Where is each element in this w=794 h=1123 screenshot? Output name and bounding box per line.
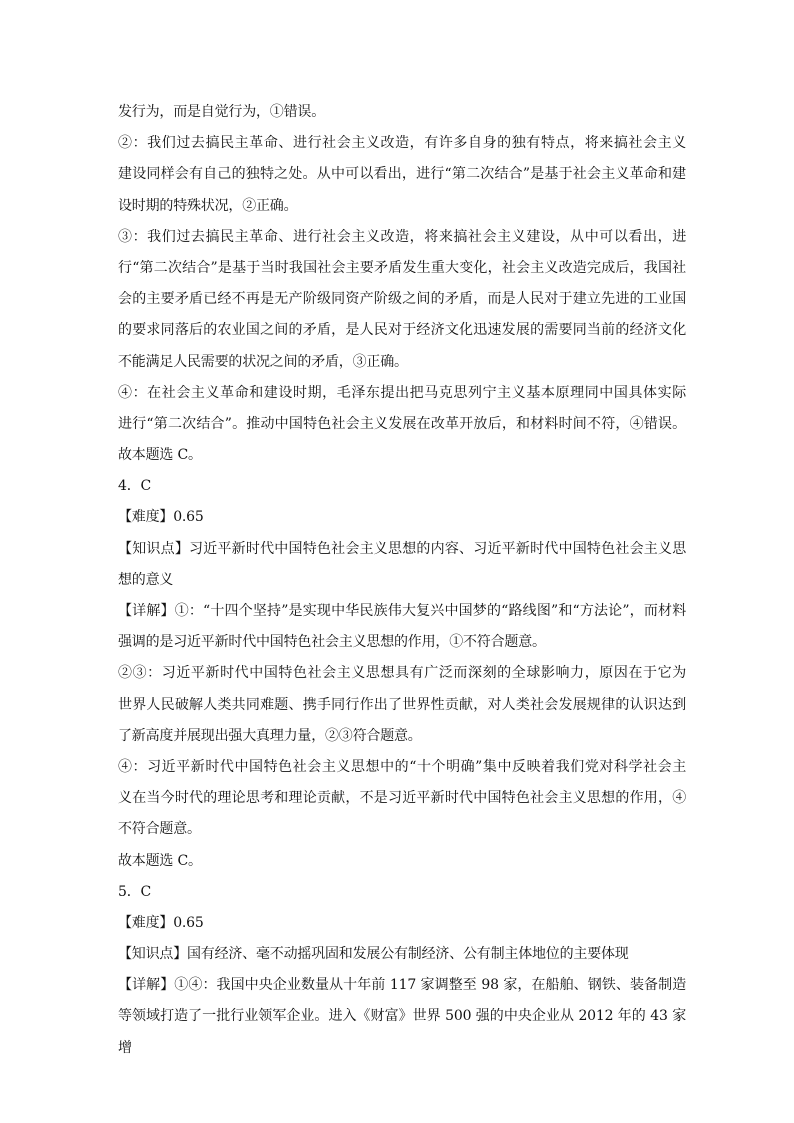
text-line: 建设同样会有自己的独特之处。从中可以看出，进行“第二次结合”是基于社会主义革命和建 [118,166,686,183]
text-line: ②③：习近平新时代中国特色社会主义思想具有广泛而深刻的全球影响力，原因在于它为 [118,665,686,682]
text-line: 不符合题意。 [118,821,201,838]
text-line: 不能满足人民需要的状况之间的矛盾，③正确。 [118,353,408,370]
text-line: 【难度】0.65 [118,914,204,931]
text-line: 【知识点】习近平新时代中国特色社会主义思想的内容、习近平新时代中国特色社会主义思 [118,540,686,557]
text-line: 【详解】①：“十四个坚持”是实现中华民族伟大复兴中国梦的“路线图”和“方法论”，而材料 [118,603,686,619]
text-line: 会的主要矛盾已经不再是无产阶级同资产阶级之间的矛盾，而是人民对于建立先进的工业国 [118,291,686,308]
text-line: ④：在社会主义革命和建设时期，毛泽东提出把马克思列宁主义基本原理同中国具体实际 [118,384,686,401]
text-line: 强调的是习近平新时代中国特色社会主义思想的作用，①不符合题意。 [118,634,546,651]
text-line: 5．C [118,883,152,900]
text-line: ④：习近平新时代中国特色社会主义思想中的“十个明确”集中反映着我们党对科学社会主 [118,758,686,775]
text-line: 故本题选 C。 [118,852,202,869]
text-line: 等领域打造了一批行业领军企业。进入《财富》世界 500 强的中央企业从 2012 年的 43 家增 [118,1008,686,1056]
text-line: 4．C [118,478,152,495]
text-line: 【详解】①④：我国中央企业数量从十年前 117 家调整至 98 家，在船舶、钢铁、装备制造 [118,977,686,994]
text-line: ②：我们过去搞民主革命、进行社会主义改造，有许多自身的独有特点，将来搞社会主义 [118,135,686,152]
text-line: 义在当今时代的理论思考和理论贡献，不是习近平新时代中国特色社会主义思想的作用，④ [118,790,686,807]
text-line: 行“第二次结合”是基于当时我国社会主要矛盾发生重大变化，社会主义改造完成后，我国社 [118,259,686,276]
text-line: 故本题选 C。 [118,447,202,464]
text-line: 的要求同落后的农业国之间的矛盾，是人民对于经济文化迅速发展的需要同当前的经济文化 [118,322,686,339]
text-line: 了新高度并展现出强大真理力量，②③符合题意。 [118,727,422,744]
text-line: 【知识点】国有经济、毫不动摇巩固和发展公有制经济、公有制主体地位的主要体现 [118,946,629,963]
text-line: 发行为，而是自觉行为，①错误。 [118,104,325,120]
text-line: 设时期的特殊状况，②正确。 [118,197,298,214]
answer-explanation-text [118,97,686,1056]
text-line: 进行“第二次结合”。推动中国特色社会主义发展在改革开放后，和材料时间不符，④错误。 [118,415,686,432]
text-line: 【难度】0.65 [118,509,204,526]
text-line: 世界人民破解人类共同难题、携手同行作出了世界性贡献，对人类社会发展规律的认识达到 [118,696,686,713]
text-line: ③：我们过去搞民主革命、进行社会主义改造，将来搞社会主义建设，从中可以看出，进 [118,228,686,245]
text-line: 想的意义 [118,571,174,588]
